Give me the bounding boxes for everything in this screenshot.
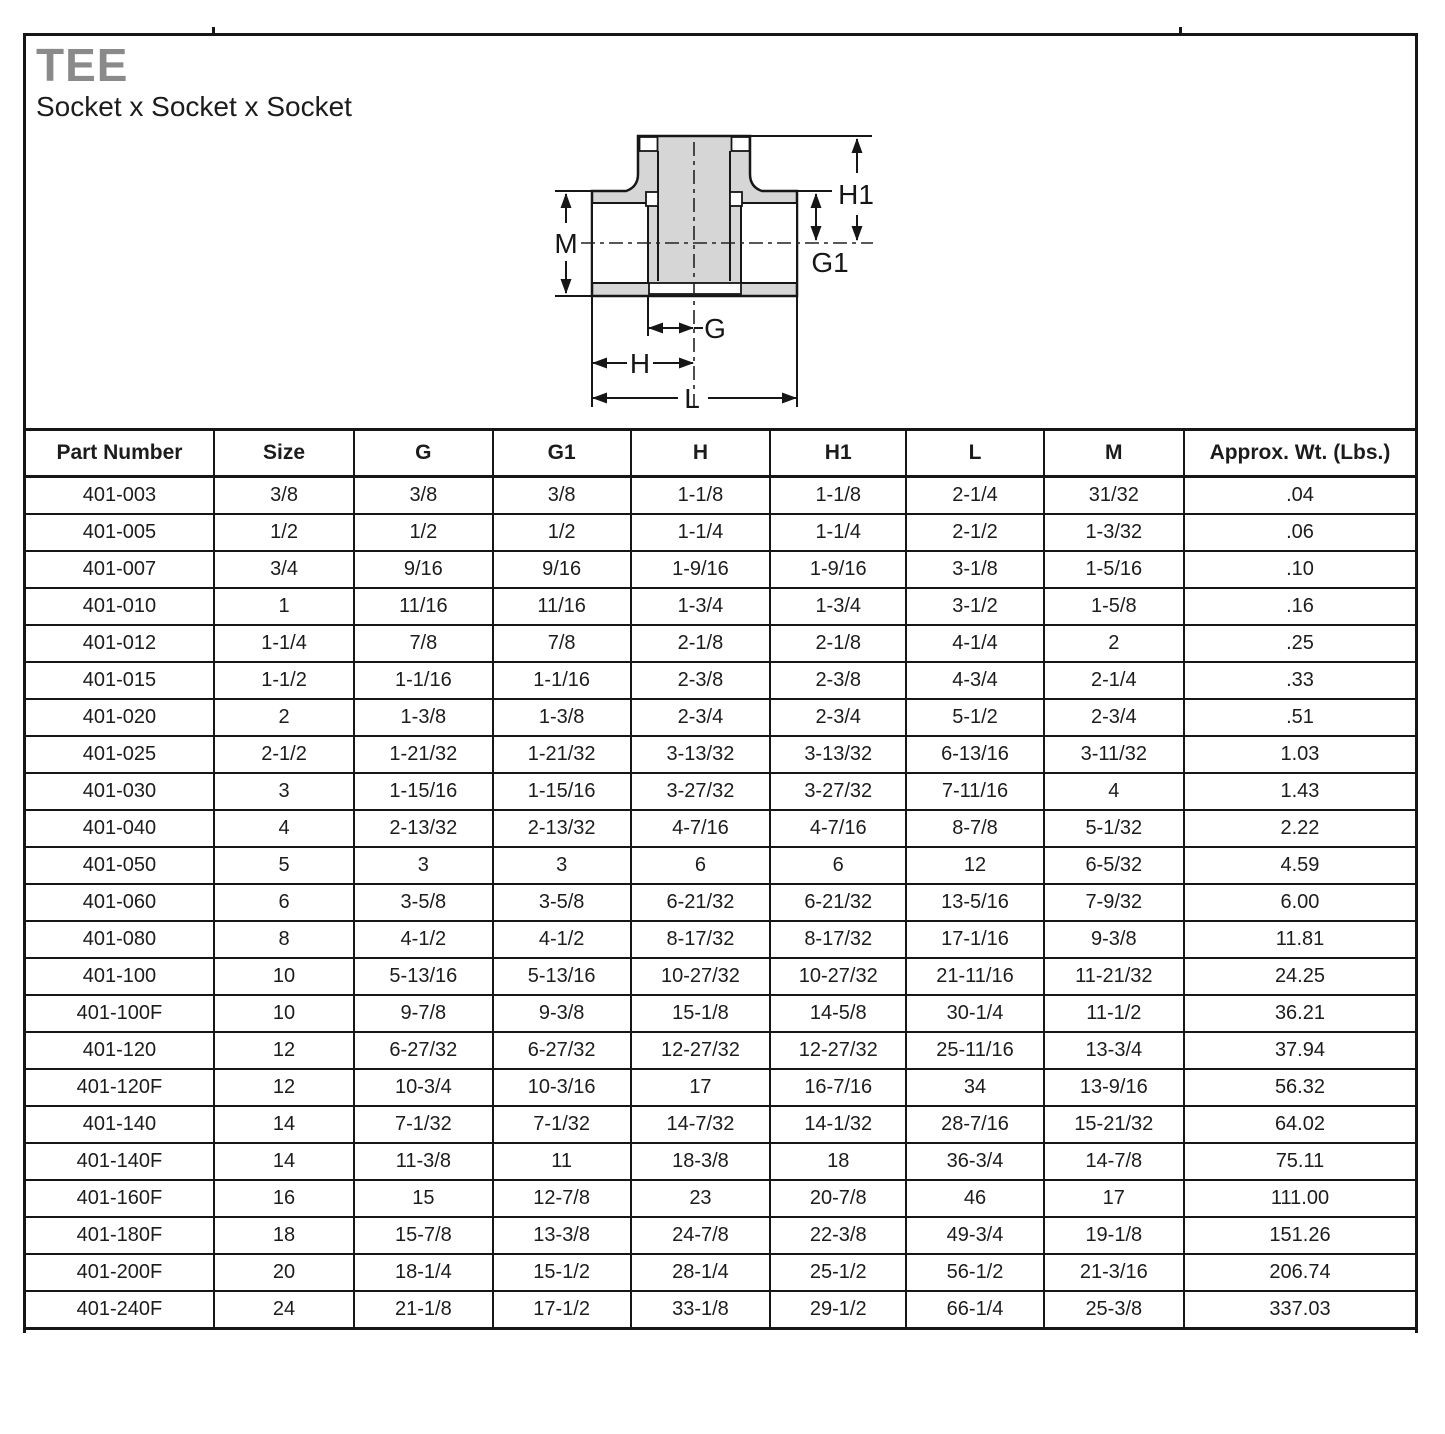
table-cell: 33-1/8: [631, 1291, 770, 1329]
table-row: [25, 773, 1417, 810]
table-cell: 4-1/2: [493, 921, 631, 958]
table-cell: 18-3/8: [631, 1143, 770, 1180]
table-cell: 2-1/8: [770, 625, 906, 662]
dimension-table: [23, 428, 1418, 1330]
table-cell: 401-015: [25, 662, 214, 699]
table-cell: 8-17/32: [770, 921, 906, 958]
table-cell: 17: [631, 1069, 770, 1106]
table-cell: 401-160F: [25, 1180, 214, 1217]
table-cell: 2-3/4: [770, 699, 906, 736]
table-cell: 22-3/8: [770, 1217, 906, 1254]
table-cell: 401-180F: [25, 1217, 214, 1254]
table-cell: 1/2: [493, 514, 631, 551]
table-cell: 2-1/4: [1044, 662, 1184, 699]
table-cell: .04: [1184, 477, 1417, 515]
table-row: [25, 1106, 1417, 1143]
table-cell: 11/16: [354, 588, 492, 625]
table-cell: 8-17/32: [631, 921, 770, 958]
table-cell: 7-9/32: [1044, 884, 1184, 921]
table-cell: 25-3/8: [1044, 1291, 1184, 1329]
table-cell: 2-1/2: [906, 514, 1043, 551]
table-cell: 21-11/16: [906, 958, 1043, 995]
table-row: [25, 958, 1417, 995]
table-cell: 6-21/32: [631, 884, 770, 921]
table-cell: 1-1/8: [631, 477, 770, 515]
table-cell: 1-15/16: [493, 773, 631, 810]
table-row: [25, 921, 1417, 958]
table-row: [25, 1032, 1417, 1069]
table-row: [25, 995, 1417, 1032]
table-row: [25, 1217, 1417, 1254]
table-cell: 25-11/16: [906, 1032, 1043, 1069]
table-cell: 1-3/8: [493, 699, 631, 736]
table-cell: 34: [906, 1069, 1043, 1106]
table-cell: 23: [631, 1180, 770, 1217]
table-cell: 14: [214, 1106, 354, 1143]
table-row: [25, 625, 1417, 662]
table-cell: 1.43: [1184, 773, 1417, 810]
table-cell: 401-100F: [25, 995, 214, 1032]
dim-label-g: G: [704, 313, 726, 344]
table-cell: 9/16: [493, 551, 631, 588]
table-cell: 24.25: [1184, 958, 1417, 995]
table-cell: 64.02: [1184, 1106, 1417, 1143]
table-cell: 37.94: [1184, 1032, 1417, 1069]
table-cell: 11/16: [493, 588, 631, 625]
table-cell: 13-9/16: [1044, 1069, 1184, 1106]
tee-fitting-diagram: [545, 120, 890, 420]
table-cell: 18-1/4: [354, 1254, 492, 1291]
column-header: L: [906, 430, 1043, 477]
table-cell: 4.59: [1184, 847, 1417, 884]
table-cell: 3-1/2: [906, 588, 1043, 625]
table-cell: 21-3/16: [1044, 1254, 1184, 1291]
table-cell: 1-1/4: [214, 625, 354, 662]
table-header-row: [25, 430, 1417, 477]
table-cell: 6-5/32: [1044, 847, 1184, 884]
dim-label-h: H: [629, 348, 651, 379]
column-header: Approx. Wt. (Lbs.): [1184, 430, 1417, 477]
table-cell: 3/8: [354, 477, 492, 515]
page-subtitle: Socket x Socket x Socket: [36, 91, 352, 122]
column-header: Part Number: [25, 430, 214, 477]
table-cell: 5-1/32: [1044, 810, 1184, 847]
table-cell: 21-1/8: [354, 1291, 492, 1329]
table-cell: 1-1/4: [631, 514, 770, 551]
table-cell: 2: [214, 699, 354, 736]
table-cell: 3: [214, 773, 354, 810]
table-cell: 401-007: [25, 551, 214, 588]
table-cell: 2-1/4: [906, 477, 1043, 515]
table-cell: 4-1/4: [906, 625, 1043, 662]
table-cell: 2-1/2: [214, 736, 354, 773]
table-cell: 151.26: [1184, 1217, 1417, 1254]
table-cell: 1: [214, 588, 354, 625]
table-cell: 6-21/32: [770, 884, 906, 921]
dim-label-g1: G1: [811, 247, 849, 278]
table-cell: 24-7/8: [631, 1217, 770, 1254]
table-cell: 16: [214, 1180, 354, 1217]
table-cell: 2-3/4: [631, 699, 770, 736]
table-cell: 3-27/32: [631, 773, 770, 810]
table-row: [25, 1291, 1417, 1329]
table-cell: 4: [1044, 773, 1184, 810]
table-cell: 401-100: [25, 958, 214, 995]
table-cell: 7-1/32: [493, 1106, 631, 1143]
table-cell: 401-003: [25, 477, 214, 515]
table-cell: 10-27/32: [631, 958, 770, 995]
table-cell: 15-21/32: [1044, 1106, 1184, 1143]
table-row: [25, 1254, 1417, 1291]
table-row: [25, 1180, 1417, 1217]
table-cell: 401-060: [25, 884, 214, 921]
table-cell: .33: [1184, 662, 1417, 699]
branch-mouth-notch: [732, 137, 750, 151]
table-cell: 5-13/16: [493, 958, 631, 995]
table-cell: 18: [770, 1143, 906, 1180]
table-cell: 8: [214, 921, 354, 958]
table-cell: 1-21/32: [493, 736, 631, 773]
table-cell: 56-1/2: [906, 1254, 1043, 1291]
column-header: H: [631, 430, 770, 477]
table-row: [25, 662, 1417, 699]
table-cell: 2-1/8: [631, 625, 770, 662]
table-cell: 1-3/4: [631, 588, 770, 625]
table-cell: 14: [214, 1143, 354, 1180]
table-cell: 10: [214, 995, 354, 1032]
table-cell: 24: [214, 1291, 354, 1329]
table-cell: 7-11/16: [906, 773, 1043, 810]
table-cell: 1-5/8: [1044, 588, 1184, 625]
table-cell: 401-140: [25, 1106, 214, 1143]
table-cell: 3: [354, 847, 492, 884]
table-cell: 401-010: [25, 588, 214, 625]
table-cell: 17: [1044, 1180, 1184, 1217]
table-cell: 46: [906, 1180, 1043, 1217]
table-cell: 15: [354, 1180, 492, 1217]
table-cell: 11.81: [1184, 921, 1417, 958]
table-cell: 401-050: [25, 847, 214, 884]
page-title: TEE: [36, 39, 129, 91]
table-cell: 49-3/4: [906, 1217, 1043, 1254]
table-cell: 10-27/32: [770, 958, 906, 995]
table-cell: 14-5/8: [770, 995, 906, 1032]
table-cell: 3/8: [214, 477, 354, 515]
table-cell: 401-030: [25, 773, 214, 810]
table-cell: 11-3/8: [354, 1143, 492, 1180]
table-cell: 12-27/32: [631, 1032, 770, 1069]
table-cell: 12: [214, 1069, 354, 1106]
table-cell: 7-1/32: [354, 1106, 492, 1143]
table-cell: 2-13/32: [354, 810, 492, 847]
frame-tick: [1179, 27, 1182, 34]
table-cell: 16-7/16: [770, 1069, 906, 1106]
table-row: [25, 1143, 1417, 1180]
table-cell: 1-1/2: [214, 662, 354, 699]
table-cell: 11: [493, 1143, 631, 1180]
table-cell: 15-7/8: [354, 1217, 492, 1254]
table-cell: 66-1/4: [906, 1291, 1043, 1329]
table-row: [25, 551, 1417, 588]
table-cell: 1-5/16: [1044, 551, 1184, 588]
table-cell: 2-3/8: [631, 662, 770, 699]
table-cell: 6.00: [1184, 884, 1417, 921]
table-cell: 1.03: [1184, 736, 1417, 773]
table-cell: 36.21: [1184, 995, 1417, 1032]
table-cell: 2.22: [1184, 810, 1417, 847]
table-cell: 401-120F: [25, 1069, 214, 1106]
table-cell: 401-200F: [25, 1254, 214, 1291]
table-cell: 9-7/8: [354, 995, 492, 1032]
table-row: [25, 699, 1417, 736]
column-header: H1: [770, 430, 906, 477]
branch-mouth-notch: [640, 137, 658, 151]
table-cell: 6-13/16: [906, 736, 1043, 773]
table-cell: 2-3/4: [1044, 699, 1184, 736]
table-row: [25, 1069, 1417, 1106]
table-cell: 13-3/8: [493, 1217, 631, 1254]
column-header: M: [1044, 430, 1184, 477]
table-cell: 1-15/16: [354, 773, 492, 810]
table-row: [25, 588, 1417, 625]
table-cell: 10-3/16: [493, 1069, 631, 1106]
table-cell: .25: [1184, 625, 1417, 662]
table-cell: 1/2: [354, 514, 492, 551]
table-cell: 11-21/32: [1044, 958, 1184, 995]
table-cell: 36-3/4: [906, 1143, 1043, 1180]
table-cell: 1-1/16: [354, 662, 492, 699]
table-row: [25, 736, 1417, 773]
table-cell: 1-1/16: [493, 662, 631, 699]
table-cell: 1-1/8: [770, 477, 906, 515]
dim-label-m: M: [554, 228, 578, 259]
table-cell: 14-7/8: [1044, 1143, 1184, 1180]
table-cell: 5-1/2: [906, 699, 1043, 736]
table-row: [25, 514, 1417, 551]
table-cell: .10: [1184, 551, 1417, 588]
table-cell: 15-1/8: [631, 995, 770, 1032]
table-cell: 401-005: [25, 514, 214, 551]
table-cell: 6: [214, 884, 354, 921]
frame-tick: [212, 27, 215, 34]
table-cell: 14-7/32: [631, 1106, 770, 1143]
bottom-mouth-band: [649, 283, 741, 294]
table-cell: 7/8: [354, 625, 492, 662]
junction-notch: [730, 192, 742, 206]
dim-label-h1: H1: [838, 179, 874, 210]
table-cell: 4-7/16: [631, 810, 770, 847]
table-cell: 401-012: [25, 625, 214, 662]
table-cell: 9/16: [354, 551, 492, 588]
dim-label-l: L: [684, 383, 700, 414]
table-cell: 1-9/16: [770, 551, 906, 588]
table-cell: 13-3/4: [1044, 1032, 1184, 1069]
table-cell: 13-5/16: [906, 884, 1043, 921]
table-cell: 8-7/8: [906, 810, 1043, 847]
table-cell: 12-7/8: [493, 1180, 631, 1217]
table-cell: 3-5/8: [493, 884, 631, 921]
table-cell: 1/2: [214, 514, 354, 551]
table-cell: 4-7/16: [770, 810, 906, 847]
column-header: G: [354, 430, 492, 477]
table-row: [25, 884, 1417, 921]
junction-notch: [646, 192, 658, 206]
table-cell: 401-080: [25, 921, 214, 958]
table-cell: 2-13/32: [493, 810, 631, 847]
table-cell: 19-1/8: [1044, 1217, 1184, 1254]
table-cell: 4-1/2: [354, 921, 492, 958]
table-cell: 1-1/4: [770, 514, 906, 551]
table-cell: 3-1/8: [906, 551, 1043, 588]
table-cell: 15-1/2: [493, 1254, 631, 1291]
table-cell: 9-3/8: [493, 995, 631, 1032]
table-cell: 206.74: [1184, 1254, 1417, 1291]
column-header: G1: [493, 430, 631, 477]
table-cell: 2: [1044, 625, 1184, 662]
table-cell: .06: [1184, 514, 1417, 551]
table-cell: 20-7/8: [770, 1180, 906, 1217]
table-cell: 401-120: [25, 1032, 214, 1069]
table-row: [25, 847, 1417, 884]
table-cell: 3-13/32: [770, 736, 906, 773]
table-cell: 75.11: [1184, 1143, 1417, 1180]
table-cell: 4-3/4: [906, 662, 1043, 699]
table-body: [25, 477, 1417, 1329]
table-cell: 3-11/32: [1044, 736, 1184, 773]
table-cell: 11-1/2: [1044, 995, 1184, 1032]
table-cell: 30-1/4: [906, 995, 1043, 1032]
table-cell: 3/8: [493, 477, 631, 515]
table-cell: 401-040: [25, 810, 214, 847]
table-cell: 25-1/2: [770, 1254, 906, 1291]
table-row: [25, 810, 1417, 847]
table-cell: 10: [214, 958, 354, 995]
table-cell: 7/8: [493, 625, 631, 662]
table-cell: 3: [493, 847, 631, 884]
table-cell: 2-3/8: [770, 662, 906, 699]
table-cell: 28-1/4: [631, 1254, 770, 1291]
table-cell: 12: [906, 847, 1043, 884]
table-cell: 401-140F: [25, 1143, 214, 1180]
table-cell: 111.00: [1184, 1180, 1417, 1217]
table-cell: 4: [214, 810, 354, 847]
table-cell: 12: [214, 1032, 354, 1069]
table-cell: 6: [631, 847, 770, 884]
table-cell: .51: [1184, 699, 1417, 736]
table-cell: 337.03: [1184, 1291, 1417, 1329]
table-cell: 10-3/4: [354, 1069, 492, 1106]
table-cell: 401-020: [25, 699, 214, 736]
table-cell: 31/32: [1044, 477, 1184, 515]
table-cell: 401-025: [25, 736, 214, 773]
table-cell: 3-27/32: [770, 773, 906, 810]
table-cell: 28-7/16: [906, 1106, 1043, 1143]
table-cell: 6: [770, 847, 906, 884]
table-cell: 17-1/16: [906, 921, 1043, 958]
table-cell: 1-21/32: [354, 736, 492, 773]
table-cell: 17-1/2: [493, 1291, 631, 1329]
table-cell: 3/4: [214, 551, 354, 588]
table-cell: 401-240F: [25, 1291, 214, 1329]
table-cell: 18: [214, 1217, 354, 1254]
table-cell: 1-3/4: [770, 588, 906, 625]
table-cell: .16: [1184, 588, 1417, 625]
table-cell: 5-13/16: [354, 958, 492, 995]
table-cell: 6-27/32: [354, 1032, 492, 1069]
table-cell: 3-5/8: [354, 884, 492, 921]
table-cell: 29-1/2: [770, 1291, 906, 1329]
table-row: [25, 477, 1417, 515]
table-cell: 56.32: [1184, 1069, 1417, 1106]
table-cell: 3-13/32: [631, 736, 770, 773]
table-cell: 1-3/8: [354, 699, 492, 736]
table-cell: 9-3/8: [1044, 921, 1184, 958]
table-cell: 14-1/32: [770, 1106, 906, 1143]
column-header: Size: [214, 430, 354, 477]
table-cell: 5: [214, 847, 354, 884]
table-cell: 1-3/32: [1044, 514, 1184, 551]
table-cell: 6-27/32: [493, 1032, 631, 1069]
table-cell: 20: [214, 1254, 354, 1291]
table-cell: 12-27/32: [770, 1032, 906, 1069]
table-cell: 1-9/16: [631, 551, 770, 588]
